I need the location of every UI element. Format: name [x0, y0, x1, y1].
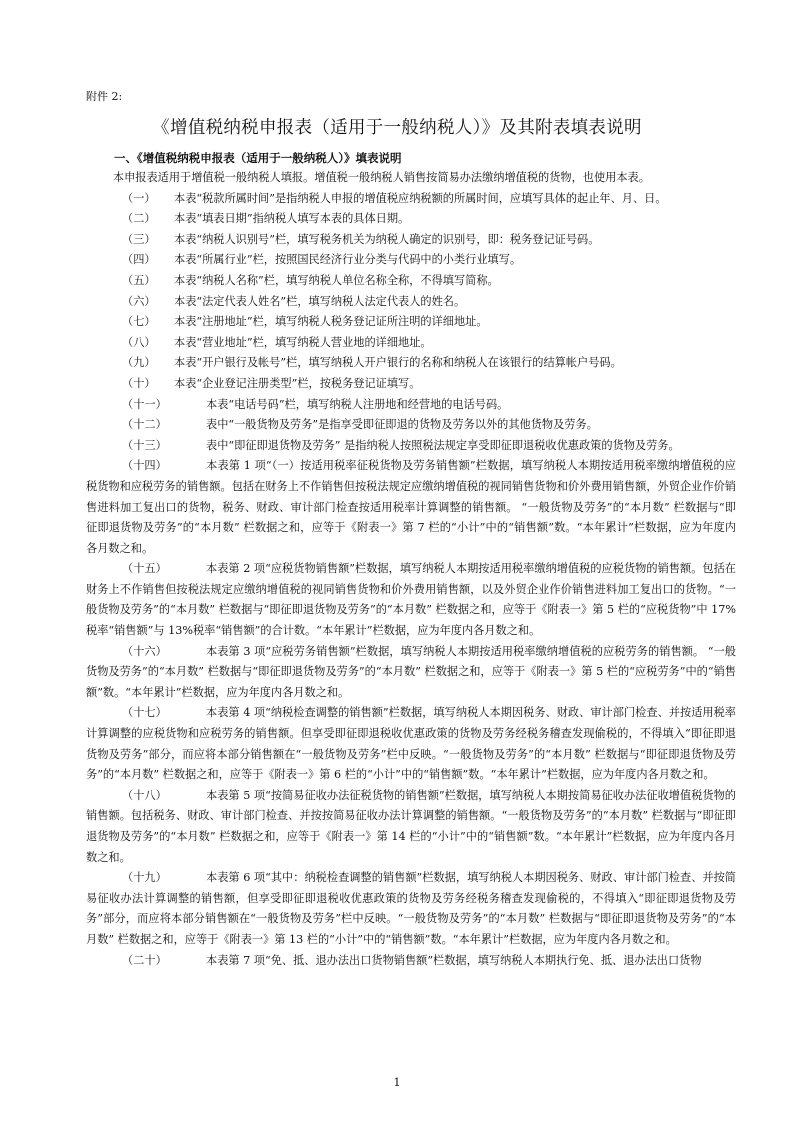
item-number: （十四）: [122, 459, 167, 473]
item-text: 本表“营业地址”栏，填写纳税人营业地的详细地址。: [174, 335, 432, 349]
list-item: [86, 868, 736, 950]
list-item: [86, 374, 736, 395]
list-item: [86, 189, 736, 210]
item-number: （八）: [122, 335, 156, 349]
item-number: （三）: [122, 232, 156, 246]
list-item: [86, 209, 736, 230]
document-body: [86, 168, 736, 971]
list-item: [86, 703, 736, 785]
item-text: 本表“纳税人识别号”栏，填写税务机关为纳税人确定的识别号，即：税务登记证号码。: [174, 232, 600, 246]
item-number: （十八）: [122, 788, 167, 802]
item-text: 本表“开户银行及帐号”栏，填写纳税人开户银行的名称和纳税人在该银行的结算帐户号码。: [174, 356, 622, 370]
item-number: （十二）: [122, 418, 167, 432]
item-number: （五）: [122, 273, 156, 287]
item-text: 本表“企业登记注册类型”栏，按税务登记证填写。: [174, 376, 421, 390]
item-text: 本表第 4 项“纳税检查调整的销售额”栏数据，填写纳税人本期因税务、财政、审计部门检查、并按适用税率计算调整的应税货物和应税劳务的销售额。但享受即征即退税收优惠政策的货物及劳务经税务稽查发现偷税的，不得填入“即征即退货物及劳务”部分，而应将本部分销售额在“一般货物及劳务”栏中反映。“一般货物及劳务”的“本月数” 栏数据与“即征即退货物及劳务”的“本月数” 栏数据之和，应等于《附表一》第 6 栏的“小计”中的“销售额”数。“本年累计”栏数据，应为年度内各月数之和。: [86, 706, 736, 782]
list-item: [86, 271, 736, 292]
item-number: （六）: [122, 294, 156, 308]
item-number: （十五）: [122, 562, 167, 576]
long-items-list: [86, 456, 736, 971]
list-item: [86, 353, 736, 374]
list-item: [86, 292, 736, 313]
item-text: 表中“一般货物及劳务”是指享受即征即退的货物及劳务以外的其他货物及劳务。: [206, 418, 598, 432]
list-item: [86, 436, 736, 457]
item-number: （二十）: [122, 953, 167, 967]
item-number: （十）: [122, 376, 156, 390]
list-item: [86, 559, 736, 641]
item-text: 本表“所属行业”栏，按照国民经济行业分类与代码中的小类行业填写。: [174, 253, 522, 267]
list-item: [86, 395, 736, 416]
item-number: （九）: [122, 356, 156, 370]
item-text: 本表第 2 项“应税货物销售额”栏数据，填写纳税人本期按适用税率缴纳增值税的应税货物的销售额。包括在财务上不作销售但按税法规定应缴纳增值税的视同销售货物和价外费用销售额，以及外贸企业作价销售进料加工复出口的货物。“一般货物及劳务”的“本月数” 栏数据与“即征即退货物及劳务”的“本月数” 栏数据之和，应等于《附表一》第 5 栏的“应税货物”中 17%税率“销售额”与 13%税率“销售额”的合计数。“本年累计”栏数据，应为年度内各月数之和。: [86, 562, 736, 638]
item-text: 本表“注册地址”栏，填写纳税人税务登记证所注明的详细地址。: [174, 315, 488, 329]
item-text: 本表“填表日期”指纳税人填写本表的具体日期。: [174, 212, 410, 226]
item-number: （十六）: [122, 644, 167, 658]
page-number: 1: [393, 1076, 401, 1089]
item-number: （十九）: [122, 871, 167, 885]
list-item: [86, 333, 736, 354]
list-item: [86, 312, 736, 333]
document-title: 《增值税纳税申报表（适用于一般纳税人）》及其附表填表说明: [152, 118, 642, 138]
list-item: [86, 250, 736, 271]
list-item: [86, 415, 736, 436]
item-text: 本表第 1 项“（一）按适用税率征税货物及劳务销售额”栏数据，填写纳税人本期按适用税率缴纳增值税的应税货物和应税劳务的销售额。包括在财务上不作销售但按税法规定应缴纳增值税的视同销售货物和价外费用销售额，外贸企业作价销售进料加工复出口的货物，税务、财政、审计部门检查按适用税率计算调整的销售额。 “一般货物及劳务”的“本月数” 栏数据与“即征即退货物及劳务”的“本月数” 栏数据之和，应等于《附表一》第 7 栏的“小计”中的“销售额”数。“本年累计”栏数据，应为年度内各月数之和。: [86, 459, 736, 555]
item-number: （十一）: [122, 397, 167, 411]
item-number: （二）: [122, 212, 156, 226]
item-number: （一）: [122, 191, 156, 205]
item-number: （十三）: [122, 438, 167, 452]
item-number: （七）: [122, 315, 156, 329]
list-item: [86, 456, 736, 559]
intro-paragraph: 本申报表适用于增值税一般纳税人填报。增值税一般纳税人销售按简易办法缴纳增值税的货物，也使用本表。: [112, 171, 650, 184]
item-text: 本表“法定代表人姓名”栏，填写纳税人法定代表人的姓名。: [174, 294, 466, 308]
item-text: 本表“电话号码”栏，填写纳税人注册地和经营地的电话号码。: [206, 397, 509, 411]
list-item: [86, 951, 736, 972]
item-text: 本表第 6 项“其中：纳税检查调整的销售额”栏数据，填写纳税人本期因税务、财政、审计部门检查、并按简易征收办法计算调整的销售额，但享受即征即退税收优惠政策的货物及劳务经税务稽查发现偷税的，不得填入“即征即退货物及劳务”部分，而应将本部分销售额在“一般货物及劳务”栏中反映。“一般货物及劳务”的“本月数” 栏数据与“即征即退货物及劳务”的“本月数” 栏数据之和，应等于《附表一》第 13 栏的“小计”中的“销售额”数。“本年累计”栏数据，应为年度内各月数之和。: [86, 871, 736, 946]
section-heading: 一、《增值税纳税申报表（适用于一般纳税人）》填表说明: [114, 151, 402, 165]
item-number: （四）: [122, 253, 156, 267]
attachment-label: 附件 2:: [86, 90, 123, 103]
item-text: 本表第 7 项“免、抵、退办法出口货物销售额”栏数据，填写纳税人本期执行免、抵、退办法出口货物: [206, 953, 702, 967]
short-items-list: [86, 189, 736, 457]
item-text: 本表第 3 项“应税劳务销售额”栏数据，填写纳税人本期按适用税率缴纳增值税的应税劳务的销售额。 “一般货物及劳务”的“本月数” 栏数据与“即征即退货物及劳务”的“本月数” 栏数据之和，应等于《附表一》第 5 栏的“应税劳务”中的“销售额”数。“本年累计”栏数据，应为年度内各月数之和。: [86, 644, 736, 699]
item-number: （十七）: [122, 706, 167, 720]
item-text: 本表第 5 项“按简易征收办法征税货物的销售额”栏数据，填写纳税人本期按简易征收办法征收增值税货物的销售额。包括税务、财政、审计部门检查、并按按简易征收办法计算调整的销售额。“一般货物及劳务”的“本月数” 栏数据与“即征即退货物及劳务”的“本月数” 栏数据之和，应等于《附表一》第 14 栏的“小计”中的“销售额”数。“本年累计”栏数据，应为年度内各月数之和。: [86, 788, 736, 864]
list-item: [86, 642, 736, 704]
item-text: 本表“税款所属时间”是指纳税人申报的增值税应纳税额的所属时间，应填写具体的起止年、月、日。: [174, 191, 667, 205]
item-text: 本表“纳税人名称”栏，填写纳税人单位名称全称，不得填写简称。: [174, 273, 499, 287]
item-text: 表中“即征即退货物及劳务” 是指纳税人按照税法规定享受即征即退税收优惠政策的货物及劳务。: [206, 438, 680, 452]
list-item: [86, 230, 736, 251]
list-item: [86, 786, 736, 868]
